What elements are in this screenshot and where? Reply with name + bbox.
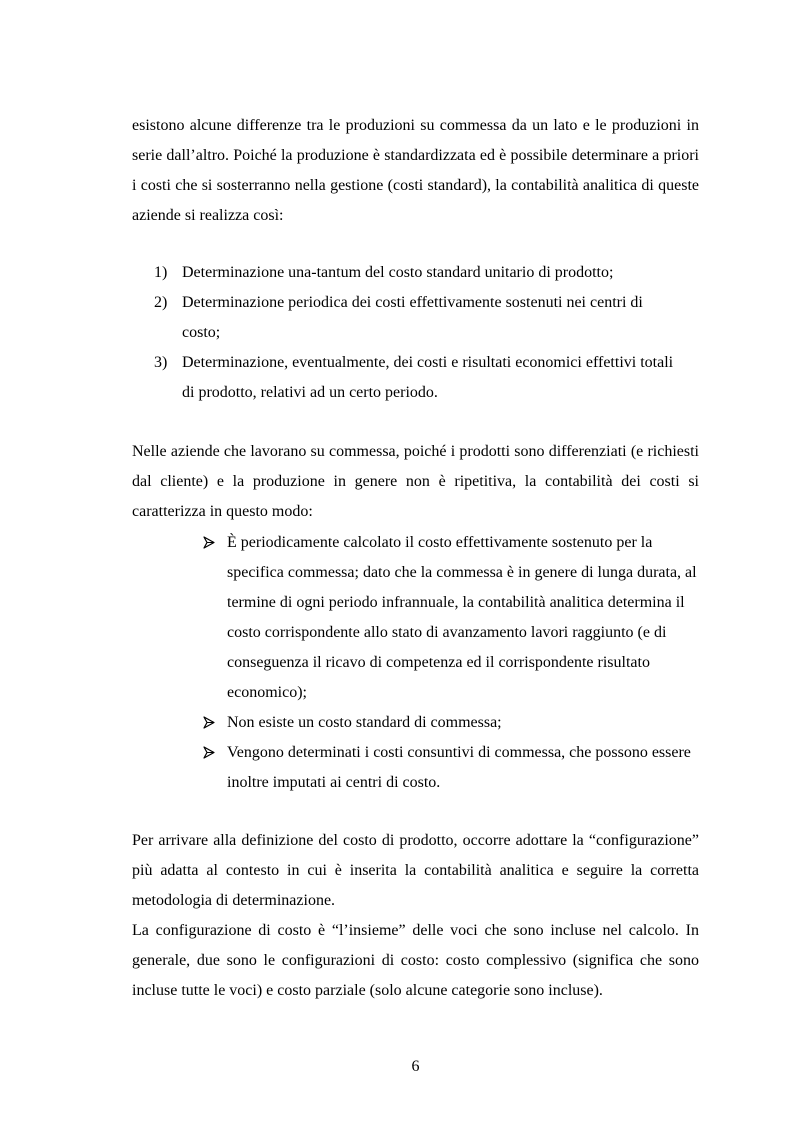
arrow-bullet-icon [203,746,215,759]
paragraph-commessa: Nelle aziende che lavorano su commessa, poiché i prodotti sono differenziati (e richiesti dal cliente) e la produzione in genere non è ripetitiva, la contabilità dei costi si caratterizza in questo modo: [132,443,699,520]
list-item-text: Determinazione una-tantum del costo standard unitario di prodotto; [182,264,614,281]
numbered-list [154,258,674,408]
bullet-list-item [203,528,703,708]
arrow-bullet-icon [203,716,215,729]
bullet-item-text: Non esiste un costo standard di commessa; [227,714,502,731]
page-number: 6 [411,1058,420,1075]
document-page [132,0,699,1123]
list-number: 1) [154,264,168,281]
bullet-list-item [203,708,703,738]
bullet-list [203,528,703,798]
paragraph-configurazione: Per arrivare alla definizione del costo di prodotto, occorre adottare la “configurazione” più adatta al contesto in cui è inserita la contabilità analitica e seguire la corretta metodologia di determinazione. [132,832,699,909]
list-number: 3) [154,354,168,371]
list-number: 2) [154,294,168,311]
paragraph-insieme: La configurazione di costo è “l’insieme” delle voci che sono incluse nel calcolo. In generale, due sono le configurazioni di costo: costo complessivo (significa che sono incluse tutte le voci) e costo parziale (solo alcune categorie sono incluse). [132,922,699,999]
bullet-item-text: È periodicamente calcolato il costo effettivamente sostenuto per la specifica commessa; dato che la commessa è in genere di lunga durata, al termine di ogni periodo infrannuale, la contabilità analitica determina il costo corrispondente allo stato di avanzamento lavori raggiunto (e di conseguenza il ricavo di competenza ed il corrispondente risultato economico); [227,534,697,701]
numbered-list-item [154,288,674,348]
numbered-list-item [154,258,674,288]
list-item-text: Determinazione periodica dei costi effettivamente sostenuti nei centri di costo; [182,294,643,341]
arrow-bullet-icon [203,536,215,549]
paragraph-intro: esistono alcune differenze tra le produzioni su commessa da un lato e le produzioni in serie dall’altro. Poiché la produzione è standardizzata ed è possibile determinare a priori i costi che si sosterranno nella gestione (costi standard), la contabilità analitica di queste aziende si realizza così: [132,117,699,224]
bullet-list-item [203,738,703,798]
bullet-item-text: Vengono determinati i costi consuntivi di commessa, che possono essere inoltre imputati ai centri di costo. [227,744,691,791]
numbered-list-item [154,348,674,408]
list-item-text: Determinazione, eventualmente, dei costi e risultati economici effettivi totali di prodotto, relativi ad un certo periodo. [182,354,674,401]
